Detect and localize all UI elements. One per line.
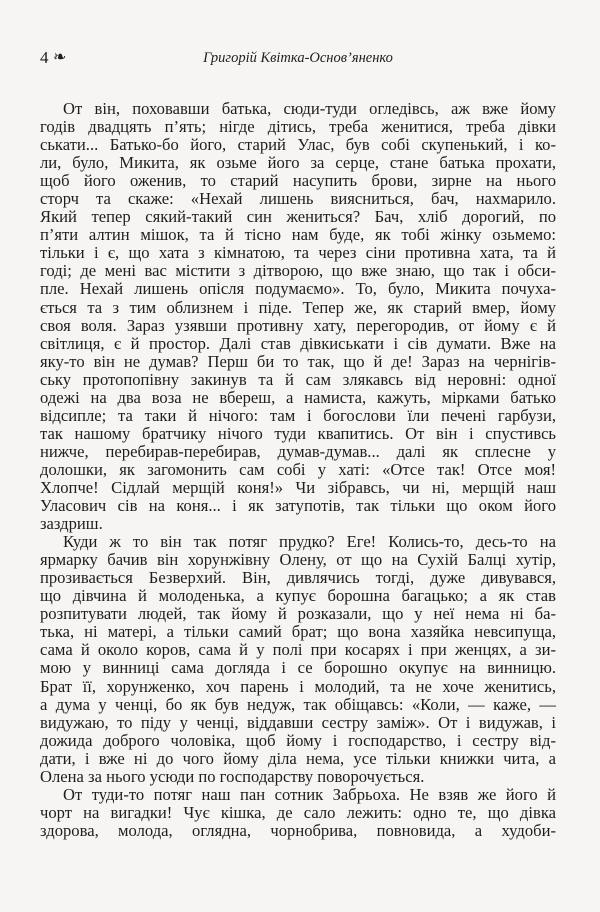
text-line: видужаю, то піду у ченці, віддавши сестру заміж». От і видужав, і [40, 712, 556, 732]
text-line: розпитувати людей, так йому й розказали, що у неї нема ні ба- [40, 604, 556, 624]
text-line: пле. Нехай лишень опісля подумаємо». То, було, Микита почуха- [40, 279, 556, 299]
text-line: а дума у ченці, бо як був недуж, так обіщавсь: «Коли, — каже, — [40, 694, 556, 714]
text-line: ську протопопівну закинув та й сам злякавсь від неровні: одної [40, 369, 556, 389]
text-line: мою у винниці сама догляда і се борошно окупує на винницю. [40, 658, 556, 678]
text-line: своя воля. Зараз узявши противну хату, перегородив, от йому є й [40, 315, 556, 335]
text-line: нижче, перебирав-перебирав, думав-думав... далі як сплесне у [40, 441, 556, 461]
text-line: одежі на два воза не вбереш, а намиста, кажуть, мірками батько [40, 387, 556, 407]
text-line: ється та з тим облизнем і піде. Тепер же, як старий вмер, йому [40, 297, 556, 317]
text-line: ярмарку бачив він хорунжівну Олену, от що на Сухій Балці хутір, [40, 550, 556, 570]
text-line: долошки, як загомонить сам собі у хаті: «Отсе так! Отсе моя! [40, 459, 556, 479]
floral-ornament-icon: ❧ [53, 49, 67, 66]
running-title: Григорій Квітка-Основ’яненко [203, 50, 393, 66]
text-line: Уласович сів на коня... і як затупотів, так тільки що оком його [40, 496, 556, 516]
paragraph [40, 786, 556, 840]
text-line: сторч та скаже: «Нехай лишень виясниться, бач, нахмарило. [40, 189, 556, 209]
text-line: ли, було, Микита, як озьме його за серце, стане батька прохати, [40, 153, 556, 173]
running-header [40, 48, 556, 70]
text-line: ськати... Батько-бо його, старий Улас, був собі скупенький, і ко- [40, 135, 556, 155]
text-line: здорова, молода, оглядна, чорнобрива, повновида, а худоби- [40, 820, 556, 840]
text-line: відсипле; та таки й нічого: там і богослови їли печені гарбузи, [40, 405, 556, 425]
text-line: Який тепер сякий-такий син жениться? Бач, хліб дорогий, по [40, 207, 556, 227]
text-line: тільки і є, що хата з кімнатою, та через сіни противна хата, та й [40, 243, 556, 263]
text-line: світлиця, є й простор. Далі став дівкиськати і сів думати. Вже на [40, 333, 556, 353]
page-number: 4 [40, 48, 49, 67]
text-line: тька, ні матері, а тільки самий брат; що вона хазяйка невсипуща, [40, 622, 556, 642]
text-line: так нашому братчику нічого туди квапитись. От він і спустивсь [40, 423, 556, 443]
text-line: годі; де мені вас містити з дітворою, що вже знаю, що так і обси- [40, 261, 556, 281]
paragraph [40, 100, 556, 533]
text-line: От він, поховавши батька, сюди-туди огледівсь, аж вже йому [63, 99, 556, 118]
text-line: що дівчина й молоденька, а купує борошна багацько; а як став [40, 586, 556, 606]
text-line: яку-то він не думав? Перш би то так, що й де! Зараз на чернігів- [40, 351, 556, 371]
text-line: сама й около коров, сама й у полі при косарях і при женцях, а зи- [40, 640, 556, 660]
text-line: Олена за нього усюди по господарству поворочується. [40, 766, 425, 786]
text-line: п’яти алтин мішок, та й тісно нам буде, як тобі жінку озьмемо: [40, 225, 556, 245]
text-line: Хлопче! Сідлай мерщій коня!» Чи зібравсь, чи ні, мерщій наш [40, 477, 556, 497]
paragraph [40, 533, 556, 786]
text-line: Брат її, хорунженко, хоч парень і молодий, та не хоче женитись, [40, 676, 556, 696]
text-line: прозивається Безверхий. Він, дивлячись тогді, дуже дивувався, [40, 568, 556, 588]
text-line: дати, і вже ні до чого йому діла нема, усе тільки книжки чита, а [40, 748, 556, 768]
text-line: заздриш. [40, 514, 103, 534]
text-line: Куди ж то він так потяг прудко? Еге! Колись-то, десь-то на [63, 532, 556, 552]
body-text [40, 100, 556, 840]
text-line: годів двадцять п’ять; нігде дітись, треба женитися, треба дівки [40, 117, 556, 137]
text-line: дожида доброго чоловіка, щоб йому і господарство, і сестру від- [40, 730, 556, 750]
text-line: чорт на вигадки! Чує кішка, де сало лежить: одно те, що дівка [40, 802, 556, 822]
text-line: щоб його оженив, то старий насупить брови, зирне на нього [40, 171, 556, 191]
text-line: От туди-то потяг наш пан сотник Забрьоха. Не взяв же його й [63, 784, 556, 804]
